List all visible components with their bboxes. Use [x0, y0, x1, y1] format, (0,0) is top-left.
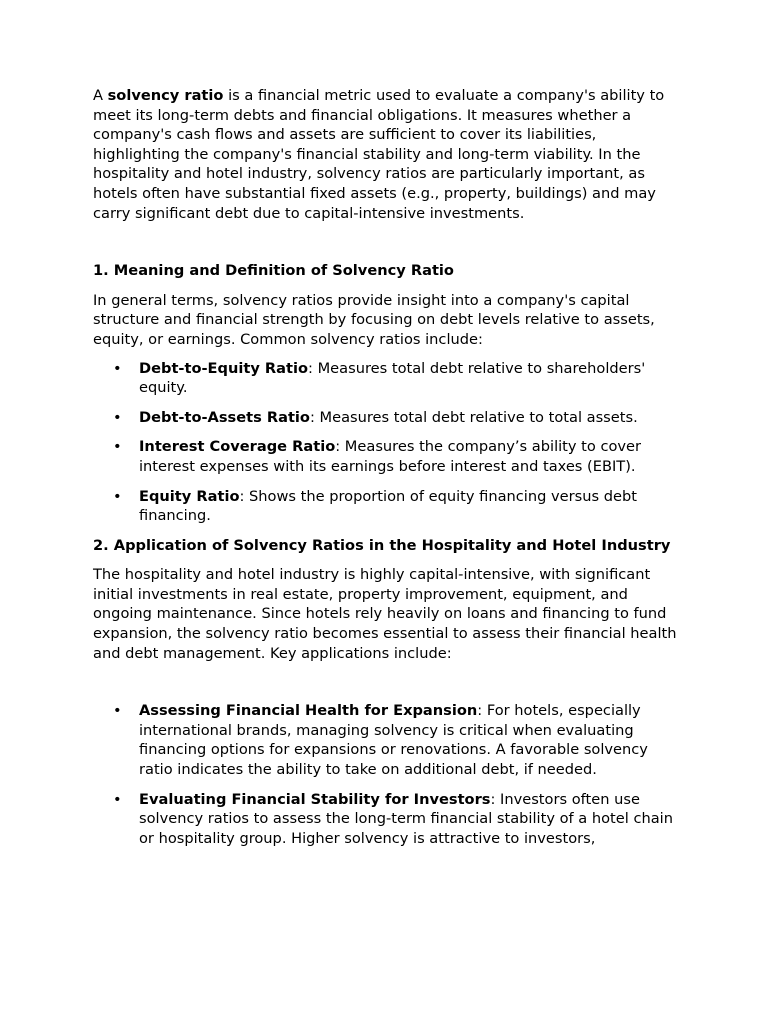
list-item-term: Assessing Financial Health for Expansion [139, 702, 478, 720]
intro-prefix: A [93, 87, 108, 104]
list-item [93, 437, 683, 476]
list-item [93, 790, 683, 849]
intro-text: is a financial metric used to evaluate a company's ability to meet its long-term debts and financial obligations. It measures whether a company's cash flows and assets are sufficient to cover its liabilities, highlighting the company's financial stability and long-term viability. In the hospitality and hotel industry, solvency ratios are particularly important, as hotels often have substantial fixed assets (e.g., property, buildings) and may carry significant debt due to capital-intensive investments. [93, 87, 665, 222]
list-item [93, 359, 683, 398]
list-item-text: : Measures total debt relative to total assets. [309, 408, 638, 426]
list-item-text: : Measures the company’s ability to cover interest expenses with its earnings before interest and taxes (EBIT). [139, 438, 642, 475]
section-1-heading: 1. Meaning and Definition of Solvency Ratio [93, 262, 454, 280]
intro-paragraph [93, 86, 683, 223]
document-page [93, 86, 683, 858]
list-item-text: : Investors often use solvency ratios to assess the long-term financial stability of a hotel chain or hospitality group. Higher solvency is attractive to investors, [139, 790, 673, 847]
list-item-term: Debt-to-Assets Ratio [139, 408, 310, 426]
section-2-list [93, 701, 683, 848]
list-item-term: Debt-to-Equity Ratio [139, 359, 309, 377]
list-item-term: Equity Ratio [139, 487, 240, 505]
section-2-paragraph: The hospitality and hotel industry is highly capital-intensive, with significant initial investments in real estate, property improvement, equipment, and ongoing maintenance. Since hotels rely heavily on loans and financing to fund expansion, the solvency ratio becomes essential to assess their financial health and debt management. Key applications include: [93, 566, 677, 662]
list-item-text: : Shows the proportion of equity financing versus debt financing. [139, 487, 637, 525]
section-1-paragraph: In general terms, solvency ratios provide insight into a company's capital structure and financial strength by focusing on debt levels relative to assets, equity, or earnings. Common solvency ratios include: [93, 291, 655, 348]
list-item-term: Evaluating Financial Stability for Investors [139, 790, 491, 808]
list-item [93, 701, 683, 779]
list-item [93, 487, 683, 526]
section-2-heading: 2. Application of Solvency Ratios in the Hospitality and Hotel Industry [93, 536, 671, 554]
intro-term: solvency ratio [107, 87, 224, 104]
list-item-text: : Measures total debt relative to shareholders' equity. [139, 359, 646, 397]
list-item [93, 408, 683, 428]
section-1-list [93, 359, 683, 526]
list-item-term: Interest Coverage Ratio [139, 438, 336, 456]
list-item-text: : For hotels, especially international brands, managing solvency is critical when evaluating financing options for expansions or renovations. A favorable solvency ratio indicates the ability to take on additional debt, if needed. [139, 702, 648, 779]
